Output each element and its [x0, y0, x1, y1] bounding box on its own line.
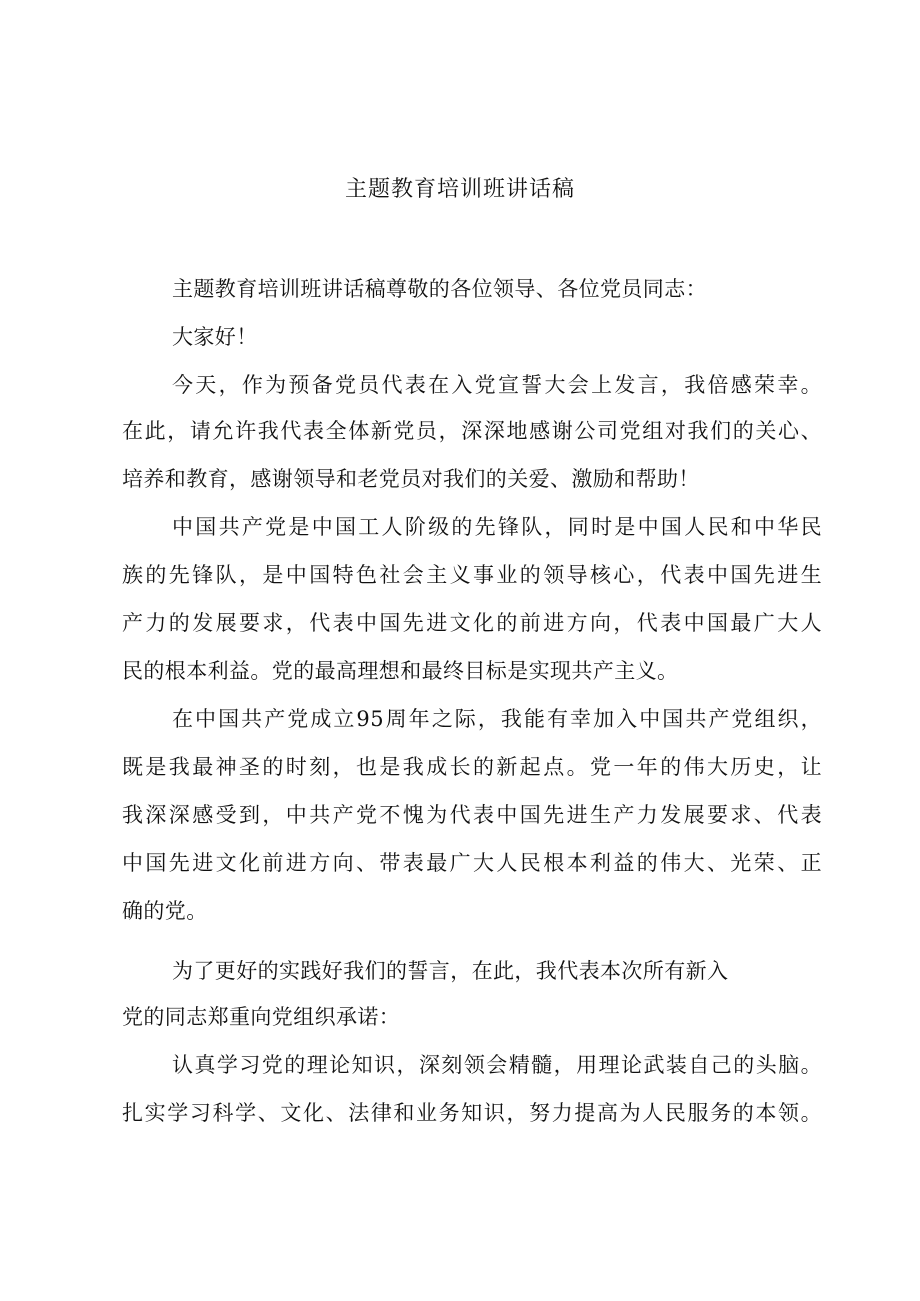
paragraph-line: 培养和教育，感谢领导和老党员对我们的关爱、激励和帮助！: [122, 467, 700, 491]
paragraph-line: 为了更好的实践好我们的誓言，在此，我代表本次所有新入: [172, 959, 729, 983]
paragraph-line: 今天，作为预备党员代表在入党宣誓大会上发言，我倍感荣幸。: [172, 373, 822, 397]
paragraph-line: 中国共产党是中国工人阶级的先锋队，同时是中国人民和中华民: [172, 515, 822, 539]
paragraph-line: 在此，请允许我代表全体新党员，深深地感谢公司党组对我们的关心、: [122, 419, 822, 443]
paragraph-line: 在中国共产党成立95周年之际，我能有幸加入中国共产党组织，: [172, 707, 822, 731]
paragraph-line: 确的党。: [122, 899, 208, 923]
paragraph-line: 产力的发展要求，代表中国先进文化的前进方向，代表中国最广大人: [122, 611, 822, 635]
paragraph-line: 中国先进文化前进方向、带表最广大人民根本利益的伟大、光荣、正: [122, 851, 822, 875]
paragraph-line: 认真学习党的理论知识，深刻领会精髓，用理论武装自己的头脑。: [172, 1053, 822, 1077]
paragraph-line: 扎实学习科学、文化、法律和业务知识，努力提高为人民服务的本领。: [122, 1101, 822, 1125]
paragraph-line: 既是我最神圣的时刻，也是我成长的新起点。党一年的伟大历史，让: [122, 755, 822, 779]
paragraph-line: 民的根本利益。党的最高理想和最终目标是实现共产主义。: [122, 659, 679, 683]
document-title: 主题教育培训班讲话稿: [344, 177, 575, 202]
salutation-line: 大家好！: [172, 325, 258, 349]
paragraph-line: 我深深感受到，中共产党不愧为代表中国先进生产力发展要求、代表: [122, 803, 822, 827]
greeting-line: 主题教育培训班讲话稿尊敬的各位领导、各位党员同志：: [172, 277, 707, 301]
paragraph-line: 党的同志郑重向党组织承诺：: [122, 1005, 401, 1029]
paragraph-line: 族的先锋队，是中国特色社会主义事业的领导核心，代表中国先进生: [122, 563, 822, 587]
